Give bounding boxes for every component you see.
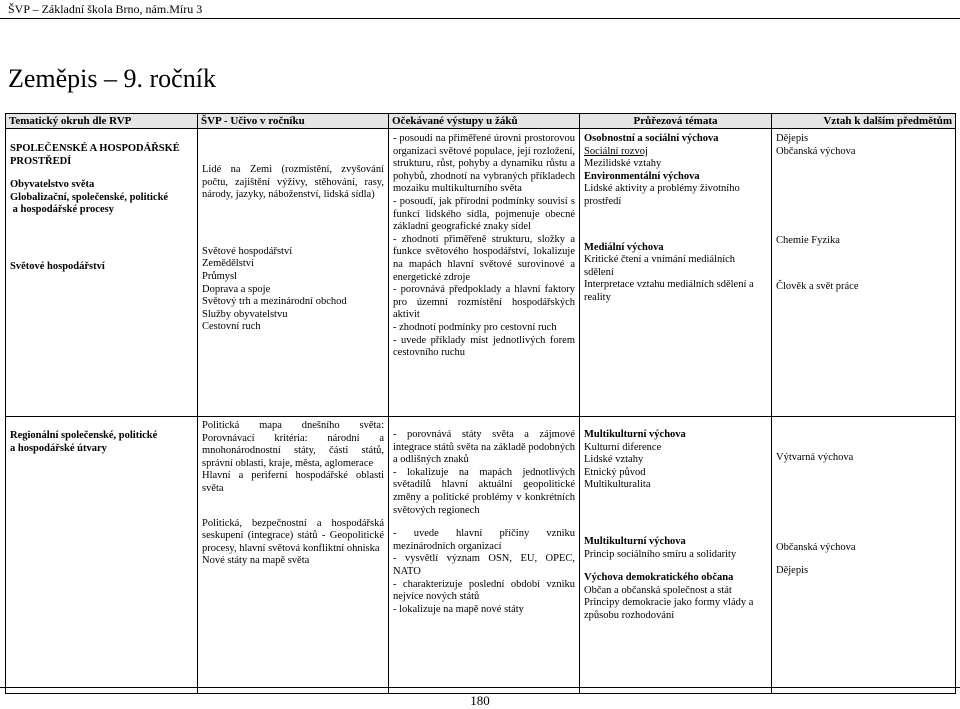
curriculum-table (5, 113, 956, 694)
curriculum-cell (198, 417, 389, 694)
column-header: Průřezová témata (580, 114, 772, 129)
theme-item: Lidské aktivity a problémy životního prostředí (584, 183, 740, 207)
theme-item: Multikulturalita (584, 479, 651, 491)
theme-item: Lidské vztahy (584, 454, 644, 466)
theme-item: Kritické čtení a vnímání mediálních sdělení (584, 254, 736, 278)
related-subjects-cell (772, 129, 956, 417)
theme-item: Interpretace vztahu mediálních sdělení a reality (584, 279, 754, 303)
thematic-heading: PROSTŘEDÍ (10, 155, 72, 167)
thematic-item: a hospodářské útvary (10, 442, 107, 454)
related-subject: Člověk a svět práce (776, 280, 859, 292)
column-header: Vztah k dalším předmětům (772, 114, 956, 129)
curriculum-item: Doprava a spoje (202, 283, 271, 295)
related-subject: Občanská výchova (776, 145, 856, 157)
thematic-item: Globalizační, společenské, politické (10, 191, 169, 203)
theme-item: Etnický původ (584, 466, 646, 478)
document-header: ŠVP – Základní škola Brno, nám.Míru 3 (8, 2, 203, 16)
curriculum-item: Světové hospodářství (202, 245, 293, 257)
theme-item: Kulturní diference (584, 441, 662, 453)
theme-item: Sociální rozvoj (584, 145, 648, 157)
related-subject: Občanská výchova (776, 541, 856, 553)
theme-heading: Osobnostní a sociální výchova (584, 133, 719, 144)
curriculum-text: Hlavní a periferní hospodářské oblasti světa (202, 470, 384, 494)
curriculum-text: Politická, bezpečnostní a hospodářská seskupení (integrace) států - Geopolitické procesy, hlavní světová konfliktní ohniska (202, 517, 384, 554)
related-subject: Výtvarná výchova (776, 452, 854, 463)
curriculum-item: Zemědělství (202, 258, 254, 270)
theme-heading: Mediální výchova (584, 241, 664, 253)
outcome-item: - zhodnotí přiměřeně strukturu, složky a funkce světového hospodářství, lokalizuje na mapách hlavní světové surovinové a energetické zdroje (393, 233, 575, 283)
outcomes-cell (389, 129, 580, 417)
thematic-area-cell (6, 129, 198, 417)
thematic-item: Světové hospodářství (10, 260, 105, 272)
cross-curricular-cell (580, 417, 772, 694)
theme-item: Občan a občanská společnost a stát (584, 584, 732, 596)
outcome-item: - zhodnotí podmínky pro cestovní ruch (393, 321, 557, 333)
outcomes-cell (389, 417, 580, 694)
related-subject: Chemie Fyzika (776, 235, 840, 247)
outcome-item: - porovnává předpoklady a hlavní faktory pro územní rozmístění hospodářských aktivit (393, 284, 575, 321)
curriculum-text: Lidé na Zemi (rozmístění, zvyšování počtu, zajištění výživy, stěhování, rasy, národy, jazyky, náboženství, lidská sídla) (202, 164, 384, 201)
thematic-item: Regionální společenské, politické (10, 430, 158, 441)
thematic-area-cell (6, 417, 198, 694)
curriculum-item: Služby obyvatelstvu (202, 308, 288, 320)
cross-curricular-cell (580, 129, 772, 417)
column-header: Tematický okruh dle RVP (6, 114, 198, 129)
outcome-item: - uvede hlavní příčiny vzniku mezinárodních organizací (393, 528, 575, 552)
outcome-item: - uvede příklady míst jednotlivých forem cestovního ruchu (393, 334, 575, 359)
table-header-row (6, 114, 956, 129)
theme-item: Principy demokracie jako formy vlády a způsobu rozhodování (584, 597, 754, 621)
related-subjects-cell (772, 417, 956, 694)
curriculum-item: Průmysl (202, 270, 238, 282)
column-header: Očekávané výstupy u žáků (389, 114, 580, 129)
theme-heading: Multikulturní výchova (584, 429, 686, 440)
table-row (6, 417, 956, 694)
page-title: Zeměpis – 9. ročník (8, 64, 216, 93)
outcome-item: - charakterizuje poslední období vzniku nejvíce nových států (393, 578, 575, 603)
column-header: ŠVP - Učivo v ročníku (198, 114, 389, 129)
theme-item: Princip sociálního smíru a solidarity (584, 548, 737, 560)
outcome-item: - posoudí, jak přírodní podmínky souvisí s funkcí lidského sídla, pojmenuje obecné základní geografické znaky sídel (393, 195, 575, 233)
theme-heading: Multikulturní výchova (584, 535, 686, 547)
header-divider (0, 18, 960, 19)
related-subject: Dějepis (776, 565, 809, 577)
thematic-item: Obyvatelstvo světa (10, 179, 95, 191)
outcome-item: - lokalizuje na mapách jednotlivých světadílů hlavní aktuální geopolitické změny a politické problémy v konkrétních světových regionech (393, 466, 575, 516)
outcome-item: - vysvětlí význam OSN, EU, OPEC, NATO (393, 553, 575, 577)
curriculum-text: Nové státy na mapě světa (202, 555, 310, 567)
outcome-item: - posoudí na přiměřené úrovni prostorovou organizaci světové populace, její rozložení, strukturu, růst, pohyby a dynamiku růstu a pohybů, zhodnotí na vybraných příkladech mozaiku multikulturního světa (393, 133, 575, 195)
related-subject: Dějepis (776, 133, 809, 144)
footer-divider (0, 687, 960, 688)
theme-heading: Environmentální výchova (584, 170, 700, 182)
theme-item: Mezilidské vztahy (584, 158, 662, 170)
curriculum-cell (198, 129, 389, 417)
page-number: 180 (470, 693, 490, 708)
outcome-item: - porovnává státy světa a zájmové integrace států světa na základě podobných a odlišných znaků (393, 429, 575, 466)
theme-heading: Výchova demokratického občana (584, 572, 734, 584)
thematic-item: a hospodářské procesy (10, 204, 114, 216)
curriculum-item: Světový trh a mezinárodní obchod (202, 296, 347, 308)
table-row (6, 129, 956, 417)
thematic-heading: SPOLEČENSKÉ A HOSPODÁŘSKÉ (10, 143, 180, 154)
curriculum-text: Politická mapa dnešního světa: Porovnávací kritéria: národní a mnohonárodnostní státy, části států, správní oblasti, kraje, města, aglomerace (202, 420, 384, 469)
curriculum-item: Cestovní ruch (202, 321, 261, 333)
outcome-item: - lokalizuje na mapě nové státy (393, 603, 524, 615)
